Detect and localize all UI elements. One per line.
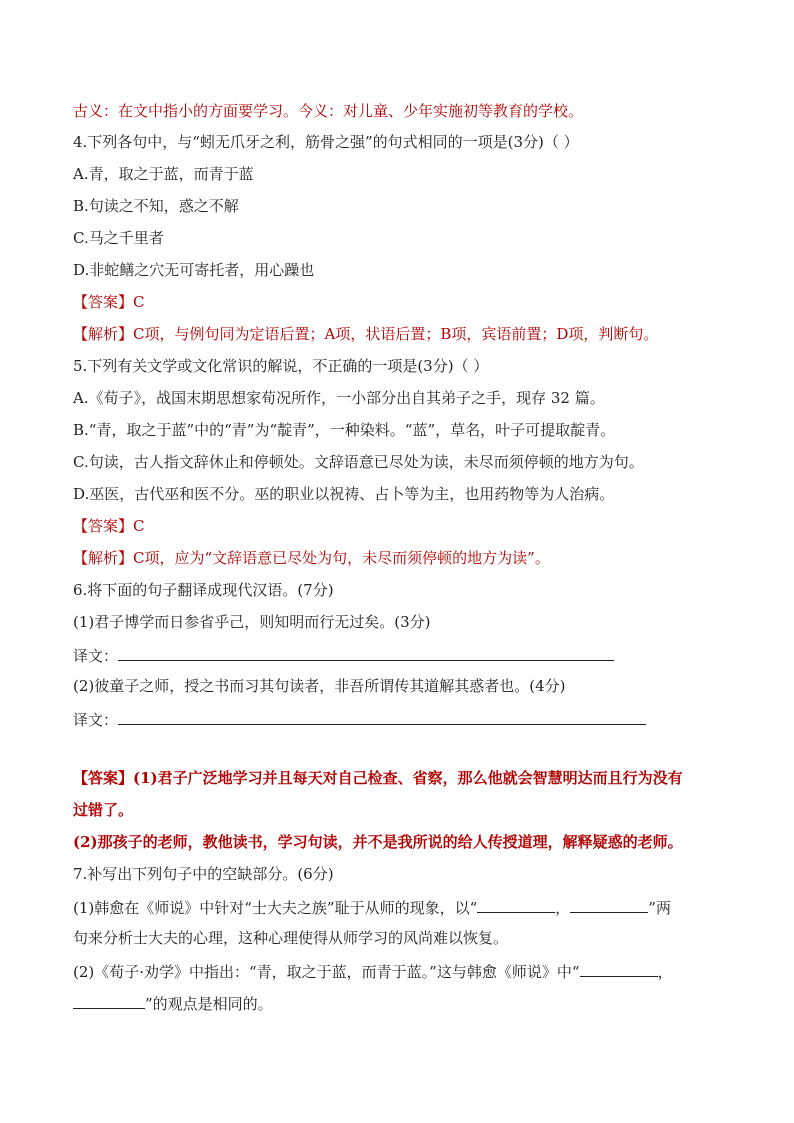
q5-option-d: D.巫医，古代巫和医不分。巫的职业以祝祷、占卜等为主，也用药物等为人治病。 [73, 485, 615, 503]
answer-tag: 【答案】 [73, 293, 134, 311]
answer-text: (1)君子广泛地学习并且每天对自己检查、省察，那么他就会智慧明达而且行为没有 [133, 769, 683, 787]
answer-tag: 【答案】 [73, 517, 134, 535]
fill-blank-2[interactable] [570, 896, 648, 913]
explanation-tag: 【解析】 [73, 325, 134, 343]
question-6: 6.将下面的句子翻译成现代汉语。(7分) [73, 581, 334, 599]
q6-answer-line-2: 过错了。 [73, 801, 134, 819]
q6-sentence-1: (1)君子博学而日参省乎己，则知明而行无过矣。(3分) [73, 613, 431, 631]
translation-label: 译文： [73, 647, 119, 665]
question-4: 4.下列各句中，与“蚓无爪牙之利，筋骨之强”的句式相同的一项是(3分)（ ） [73, 133, 579, 151]
q7-item-2-line-1 [73, 960, 673, 982]
q7-text: (1)韩愈在《师说》中针对“士大夫之族”耻于从师的现象，以“ [73, 899, 478, 917]
q7-item-1-line-1 [73, 896, 671, 918]
answer-tag: 【答案】 [73, 769, 134, 787]
q7-text: ， [657, 963, 673, 981]
fill-blank-4[interactable] [73, 992, 145, 1009]
question-5: 5.下列有关文学或文化常识的解说，不正确的一项是(3分)（ ） [73, 357, 489, 375]
question-7: 7.补写出下列句子中的空缺部分。(6分) [73, 865, 334, 883]
q4-option-a: A.青，取之于蓝，而青于蓝 [73, 165, 254, 183]
q7-text: (2)《荀子·劝学》中指出：“青，取之于蓝，而青于蓝。”这与韩愈《师说》中“ [73, 963, 580, 981]
q6-translation-1 [73, 644, 614, 666]
answer-value: C [133, 293, 145, 311]
q5-option-b: B.“青，取之于蓝”中的“青”为“靛青”，一种染料。“蓝”，草名，叶子可提取靛青。 [73, 421, 616, 439]
translation-blank-2[interactable] [118, 708, 646, 725]
q7-text: ”两 [648, 899, 671, 917]
q4-option-b: B.句读之不知，惑之不解 [73, 197, 239, 215]
q4-answer [73, 292, 145, 312]
q4-option-d: D.非蛇鳝之穴无可寄托者，用心躁也 [73, 261, 315, 279]
q6-translation-2 [73, 708, 646, 730]
explanation-text: C项，与例句同为定语后置；A项，状语后置；B项，宾语前置；D项，判断句。 [133, 325, 659, 343]
q5-option-c: C.句读，古人指文辞休止和停顿处。文辞语意已尽处为读，未尽而须停顿的地方为句。 [73, 453, 644, 471]
q6-answer-line-3: (2)那孩子的老师，教他读书，学习句读，并不是我所说的给人传授道理，解释疑惑的老师。 [73, 833, 683, 851]
q7-item-2-line-2 [73, 992, 273, 1014]
q6-sentence-2: (2)彼童子之师，授之书而习其句读者，非吾所谓传其道解其惑者也。(4分) [73, 677, 566, 695]
answer-value: C [133, 517, 145, 535]
q7-text: ”的观点是相同的。 [145, 995, 273, 1013]
q6-answer-line-1 [73, 768, 683, 788]
explanation-text: C项，应为“文辞语意已尽处为句，未尽而须停顿的地方为读”。 [133, 549, 550, 567]
q4-explanation [73, 324, 658, 344]
explanation-tag: 【解析】 [73, 549, 134, 567]
ancient-meaning-line: 古义：在文中指小的方面要学习。今义：对儿童、少年实施初等教育的学校。 [73, 102, 584, 120]
q4-option-c: C.马之千里者 [73, 229, 164, 247]
q7-item-1-line-2: 句来分析士大夫的心理，这种心理使得从师学习的风尚难以恢复。 [73, 929, 509, 947]
translation-label: 译文： [73, 711, 119, 729]
translation-blank-1[interactable] [118, 644, 614, 661]
q7-text: ， [555, 899, 571, 917]
q5-explanation [73, 548, 550, 568]
fill-blank-1[interactable] [477, 896, 555, 913]
fill-blank-3[interactable] [580, 960, 658, 977]
q5-option-a: A.《荀子》，战国末期思想家荀况所作，一小部分出自其弟子之手，现存 32 篇。 [73, 389, 605, 407]
q5-answer [73, 516, 145, 536]
